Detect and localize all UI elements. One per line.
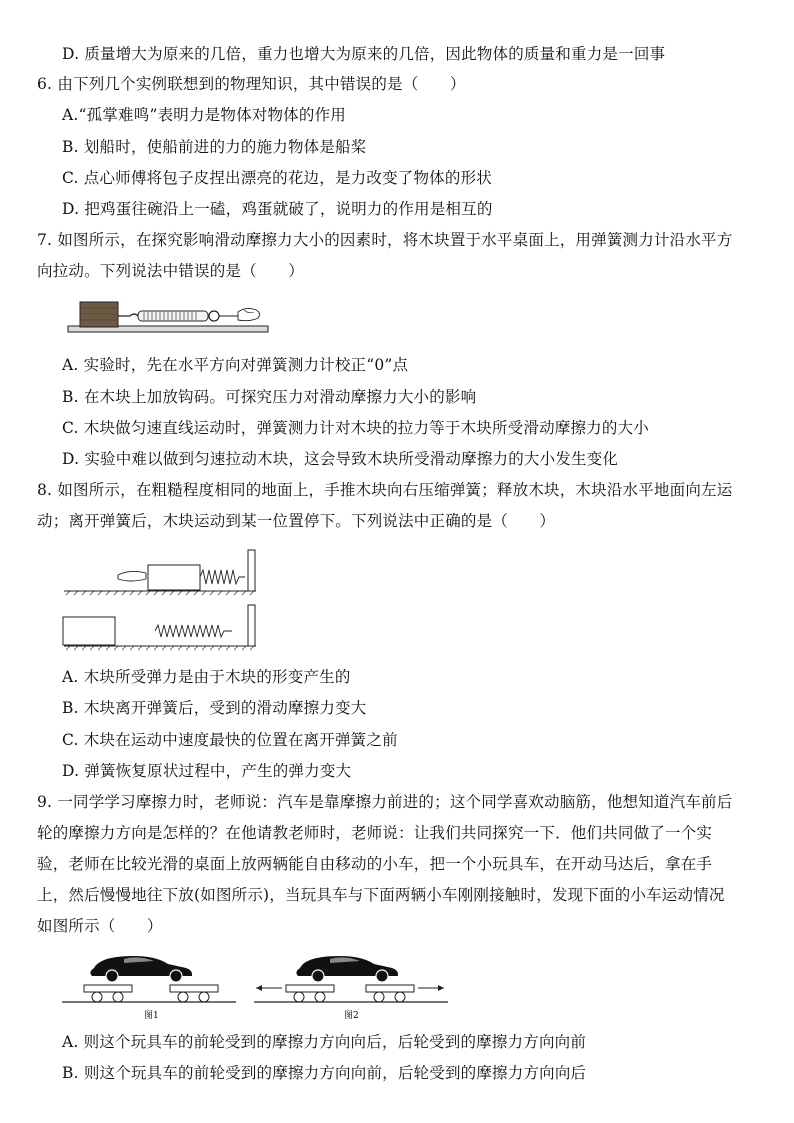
- q8-option-b: B. 木块离开弹簧后，受到的滑动摩擦力变大: [62, 699, 367, 717]
- q7-stem-line1: 7. 如图所示，在探究影响滑动摩擦力大小的因素时，将木块置于水平桌面上，用弹簧测力计沿水平方: [37, 231, 733, 249]
- q6-option-b: B. 划船时，使船前进的力的施力物体是船桨: [62, 138, 367, 156]
- q9-option-a: A. 则这个玩具车的前轮受到的摩擦力方向向后，后轮受到的摩擦力方向向前: [62, 1033, 587, 1051]
- q9-stem-line2: 轮的摩擦力方向是怎样的？在他请教老师时，老师说：让我们共同探究一下．他们共同做了一个实: [37, 824, 713, 842]
- q7-option-d: D. 实验中难以做到匀速拉动木块，这会导致木块所受滑动摩擦力的大小发生变化: [62, 450, 619, 468]
- q6-option-c: C. 点心师傅将包子皮捏出漂亮的花边，是力改变了物体的形状: [62, 169, 492, 187]
- q6-option-a: A.“孤掌难鸣”表明力是物体对物体的作用: [62, 106, 346, 124]
- q8-stem-line2: 动；离开弹簧后，木块运动到某一位置停下。下列说法中正确的是（ ）: [37, 512, 556, 530]
- q9-fig1-caption: 图1: [144, 1011, 159, 1021]
- q8-figure-block-spring: [60, 545, 260, 650]
- q8-stem-line1: 8. 如图所示，在粗糙程度相同的地面上，手推木块向右压缩弹簧；释放木块，木块沿水平地面向左运: [37, 481, 733, 499]
- q7-option-c: C. 木块做匀速直线运动时，弹簧测力计对木块的拉力等于木块所受滑动摩擦力的大小: [62, 419, 649, 437]
- q9-figure-toy-cars: [60, 948, 450, 1024]
- q9-fig2-caption: 图2: [344, 1011, 359, 1021]
- q6-stem: 6. 由下列几个实例联想到的物理知识，其中错误的是（ ）: [37, 75, 466, 93]
- q8-option-c: C. 木块在运动中速度最快的位置在离开弹簧之前: [62, 731, 398, 749]
- q9-stem-line5: 如图所示（ ）: [37, 917, 163, 935]
- q9-figure1: [62, 956, 236, 1021]
- q7-option-a: A. 实验时，先在水平方向对弹簧测力计校正“0”点: [62, 356, 409, 374]
- q9-stem-line3: 验，老师在比较光滑的桌面上放两辆能自由移动的小车，把一个小玩具车，在开动马达后，拿在手: [37, 855, 713, 873]
- q9-option-b: B. 则这个玩具车的前轮受到的摩擦力方向向前，后轮受到的摩擦力方向向后: [62, 1064, 587, 1082]
- q7-option-b: B. 在木块上加放钩码。可探究压力对滑动摩擦力大小的影响: [62, 388, 477, 406]
- q9-figure2: [254, 956, 448, 1021]
- q9-stem-line4: 上，然后慢慢地往下放(如图所示)，当玩具车与下面两辆小车刚刚接触时，发现下面的小车运动情况: [37, 886, 725, 904]
- q6-option-d: D. 把鸡蛋往碗沿上一磕，鸡蛋就破了，说明力的作用是相互的: [62, 200, 493, 218]
- q7-figure-spring-scale: [66, 296, 276, 336]
- q5-option-d: D. 质量增大为原来的几倍，重力也增大为原来的几倍，因此物体的质量和重力是一回事: [62, 45, 666, 63]
- q9-stem-line1: 9. 一同学学习摩擦力时，老师说：汽车是靠摩擦力前进的；这个同学喜欢动脑筋，他想知道汽车前后: [37, 793, 733, 811]
- q7-stem-line2: 向拉动。下列说法中错误的是（ ）: [37, 262, 304, 280]
- q8-option-a: A. 木块所受弹力是由于木块的形变产生的: [62, 668, 351, 686]
- q8-option-d: D. 弹簧恢复原状过程中，产生的弹力变大: [62, 762, 352, 780]
